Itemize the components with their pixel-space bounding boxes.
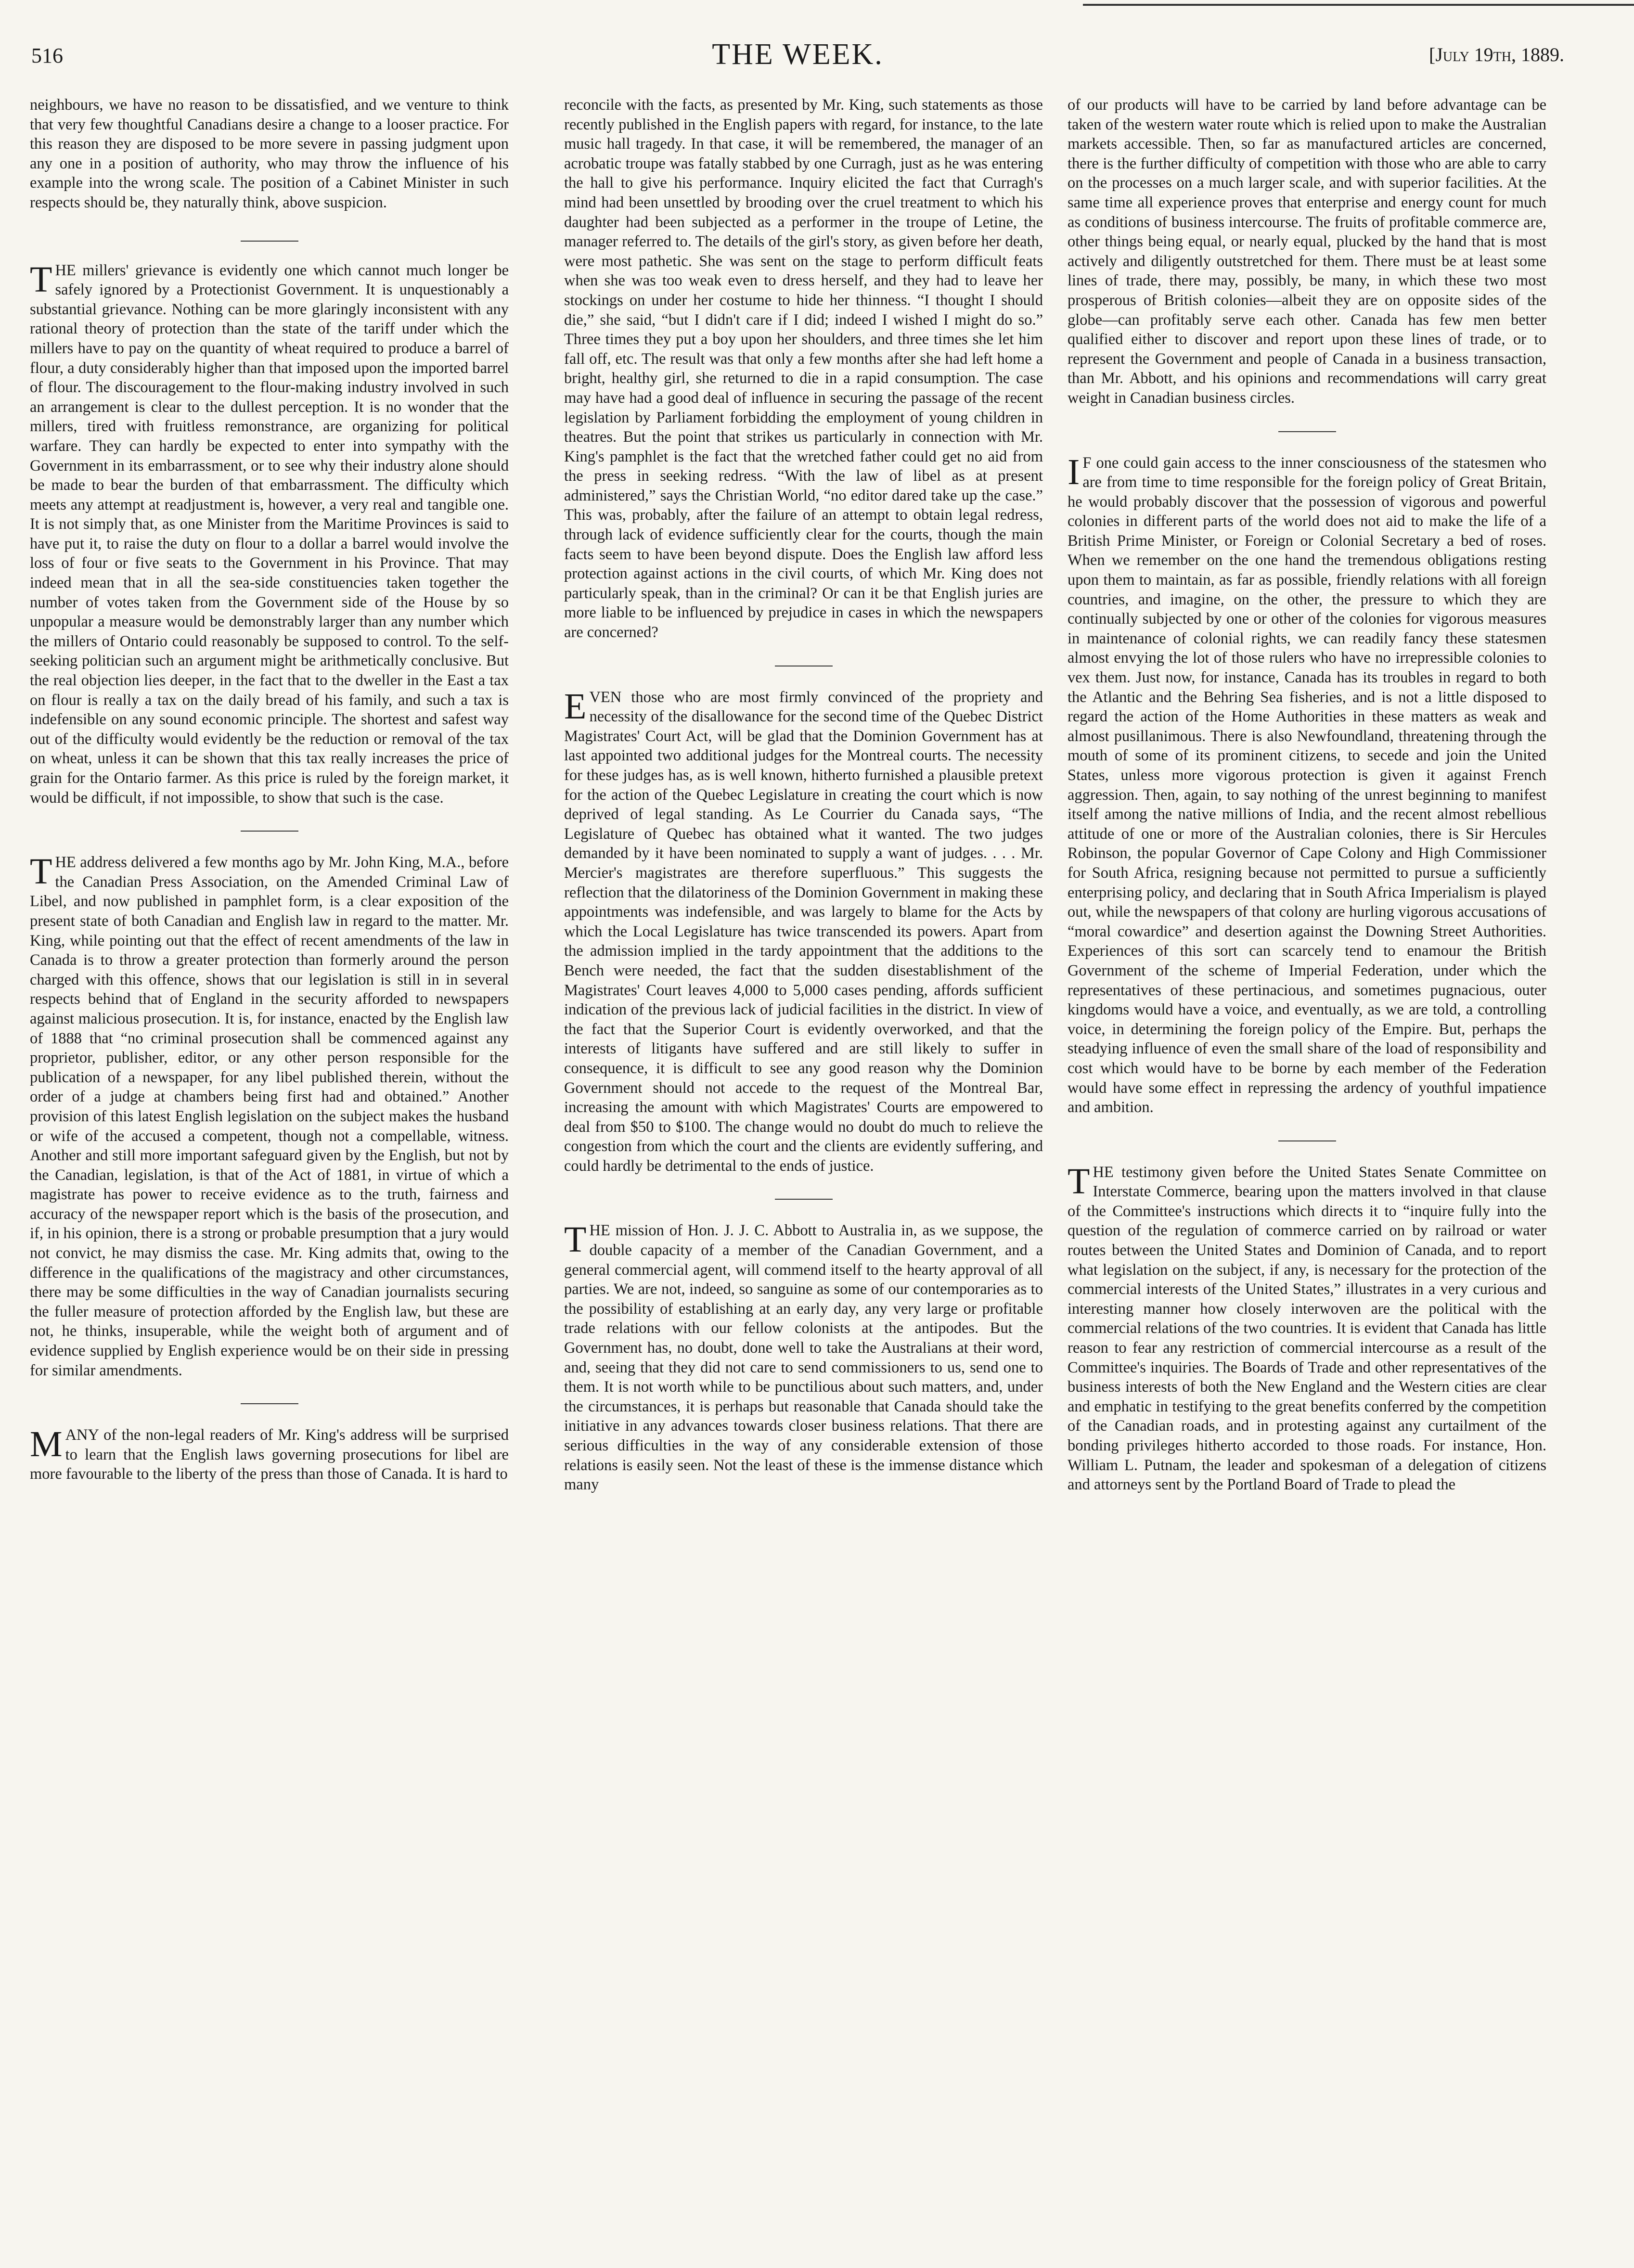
section-divider (1278, 431, 1336, 432)
drop-cap: E (564, 686, 587, 727)
article-text: HE millers' grievance is evidently one which cannot much longer be safely ignored by a Protectionist Government. It is unquestionably a substantial grievance. Nothing can be more glaringly inconsistent with any rational theory of protection than the state of the tariff under which the millers have to pay on the quantity of wheat required to produce a barrel of flour, a duty considerably higher than that imposed upon the imported barrel of flour. The discouragement to the flour-making industry involved in such an arrangement is clear to the dullest perception. It is no wonder that the millers, tired with fruitless remonstrance, are organizing for political warfare. They can hardly be expected to enter into sympathy with the Government in its embarrassment, or to see why their industry alone should be made to bear the burden of that embarrassment. The difficulty which meets any attempt at readjustment is, however, a very real and tangible one. It is not simply that, as one Minister from the Maritime Provinces is said to have put it, to raise the duty on flour to a dollar a barrel would involve the loss of four or five seats to the Government in his Province. That may indeed mean that in all the sea-side constituencies taken together the number of votes taken from the Government side of the House by so unpopular a measure would be demonstrably larger than any number which the millers of Ontario could reasonably be supposed to control. To the self-seeking politician such an argument might be arithmetically conclusive. But the real objection lies deeper, in the fact that to the dweller in the East a tax on flour is really a tax on the daily bread of his family, and such a tax is indefensible on any sound economic principle. The shortest and safest way out of the difficulty would evidently be the reduction or removal of the tax on wheat, unless it can be shown that this tax really increases the price of grain for the Ontario farmer. As this price is ruled by the foreign market, it would be difficult, if not impossible, to show that such is the case. (30, 261, 509, 807)
drop-cap: T (1068, 1161, 1090, 1202)
article-text: HE mission of Hon. J. J. C. Abbott to Australia in, as we suppose, the double capacity of a member of the Canadian Government, and a general commercial agent, will commend itself to the hearty approval of all parties. We are not, indeed, so sanguine as some of our contemporaries as to the possibility of establishing at an early day, any very large or profitable trade relations with our fellow colonists at the antipodes. But the Government has, no doubt, done well to take the Australians at their word, and, seeing that they did not care to send commissioners to us, send one to them. It is not worth while to be punctilious about such matters, and, under the circumstances, it is perhaps but reasonable that Canada should take the initiative in any advances towards closer business relations. That there are serious difficulties in the way of any considerable extension of those relations is easily seen. Not the least of these is the immense distance which many (564, 1222, 1043, 1494)
page-number: 516 (31, 44, 63, 67)
drop-cap: I (1068, 451, 1080, 492)
top-border-line (1083, 4, 1634, 6)
issue-date: [July 19th, 1889. (1429, 44, 1564, 65)
paper-title: THE WEEK. (712, 38, 884, 71)
section-divider (775, 1199, 833, 1200)
drop-cap: T (30, 259, 52, 300)
article-text: F one could gain access to the inner consciousness of the statesmen who are from time to time responsible for the foreign policy of Great Britain, he would probably discover that the possession of vigorous and powerful colonies in different parts of the world does not aid to make the life of a British Prime Minister, or Foreign or Colonial Secretary a bed of roses. When we remember on the one hand the tremendous obligations resting upon them to maintain, as far as possible, friendly relations with all foreign countries, and imagine, on the other, the pressure to which they are continually subjected by one or other of the colonies for vigorous measures in maintenance of colonial rights, we can readily fancy these statesmen almost envying the lot of those rulers who have no irrepressible colonies to vex them. Just now, for instance, Canada has its troubles in regard to both the Atlantic and the Behring Sea fisheries, and is not a little disposed to regard the action of the Home Authorities in these matters as weak and almost pusillanimous. There is also Newfoundland, threatening through the mouth of some of its prominent citizens, to secede and join the United States, unless more vigorous protection is given it against French aggression. Then, again, to say nothing of the unrest beginning to manifest itself among the native millions of India, and the recent almost rebellious attitude of one or more of the Australian colonies, there is Sir Hercules Robinson, the popular Governor of Cape Colony and High Commissioner for South Africa, resigning because not permitted to pursue a sufficiently enterprising policy, and declaring that in South Africa Imperialism is played out, while the newspapers of that colony are hurling vigorous accusations of “moral cowardice” and desertion against the Downing Street Authorities. Experiences of this sort can scarcely tend to enamour the British Government of the scheme of Imperial Federation, under which the representatives of these pertinacious, and sometimes pugnacious, outer kingdoms would have a voice, and eventually, as we are told, a controlling voice, in determining the foreign policy of the Empire. But, perhaps the steadying influence of even the small share of the load of responsibility and cost which would have to be borne by each member of the Federation would have some effect in repressing the ardency of youthful impatience and ambition. (1068, 454, 1546, 1116)
article-text: reconcile with the facts, as presented by Mr. King, such statements as those recently published in the English papers with regard, for instance, to the late music hall tragedy. In that case, it will be remembered, the manager of an acrobatic troupe was fatally stabbed by one Curragh, just as he was entering the hall to give his performance. Inquiry elicited the fact that Curragh's mind had been unsettled by brooding over the cruel treatment to which his daughter had been subjected as a performer in the troupe of Letine, the manager referred to. The details of the girl's story, as given before her death, were most pathetic. She was sent on the stage to perform difficult feats when she was too weak even to dress herself, and they had to leave her stockings on under her costume to hide her thinness. “I thought I should die,” she said, “but I didn't care if I did; indeed I wished I might do so.” Three times they put a boy upon her shoulders, and three times she let him fall off, etc. The result was that only a few months after she had left home a bright, healthy girl, she returned to die in a rapid consumption. The case may have had a good deal of influence in securing the passage of the recent legislation by Parliament forbidding the employment of young children in theatres. But the point that strikes us particularly in connection with Mr. King's pamphlet is the fact that the wretched father could get no aid from the press in seeking redress. “With the law of libel as at present administered,” says the Christian World, “no editor dared take up the case.” This was, probably, after the failure of an attempt to obtain legal redress, through lack of evidence sufficiently clear for the courts, though the main facts seem to have been beyond dispute. Does the English law afford less protection against actions in the civil courts, of which Mr. King does not particularly speak, than in the criminal? Or can it be that English juries are more liable to be influenced by prejudice in cases in which the newspapers are concerned? (564, 96, 1043, 641)
section-divider (1278, 1140, 1336, 1141)
article-text: HE testimony given before the United States Senate Committee on Interstate Commerce, bearing upon the matters involved in that clause of the Committee's instructions which directs it to “inquire fully into the question of the regulation of commerce carried on by railroad or water routes between the United States and Dominion of Canada, and to report what legislation on the subject, if any, is necessary for the protection of the commercial interests of the United States,” illustrates in a very curious and interesting manner how closely interwoven are the political with the commercial relations of the two countries. It is evident that Canada has little reason to fear any restriction of commercial intercourse as a result of the Committee's inquiries. The Boards of Trade and other representatives of the business interests of both the New England and the Western cities are clear and emphatic in testifying to the great benefits conferred by the competition of the Canadian roads, and in protesting against any curtailment of the bonding privileges hitherto accorded to those roads. For instance, Hon. William L. Putnam, the leader and spokesman of a delegation of citizens and attorneys sent by the Portland Board of Trade to plead the (1068, 1163, 1546, 1494)
drop-cap: T (30, 851, 52, 892)
article-text: HE address delivered a few months ago by Mr. John King, M.A., before the Canadian Press Association, on the Amended Criminal Law of Libel, and now published in pamphlet form, is a clear exposition of the present state of both Canadian and English law in regard to the matter. Mr. King, while pointing out that the effect of recent amendments of the law in Canada is to throw a greater protection than formerly around the person charged with this offence, shows that our legislation is still in in several respects behind that of England in the security afforded to newspapers against malicious prosecution. It is, for instance, enacted by the English law of 1888 that “no criminal prosecution shall be commenced against any proprietor, publisher, editor, or any other person responsible for the publication of a newspaper, for any libel published therein, without the order of a judge at chambers being first had and obtained.” Another provision of this latest English legislation on the subject makes the husband or wife of the accused a competent, though not a compellable, witness. Another and still more important safeguard given by the English, but not by the Canadian, legislation, is that of the Act of 1881, in virtue of which a magistrate has power to receive evidence as to the truth, fairness and accuracy of the newspaper report which is the basis of the prosecution, and if, in his opinion, there is a strong or probable presumption that a jury would not convict, he may dismiss the case. Mr. King admits that, owing to the difference in the qualifications of the magistracy and other circumstances, there may be some difficulties in the way of Canadian journalists securing the fuller measure of protection afforded by the English law, but these are not, he thinks, insuperable, while the weight both of argument and of evidence supplied by English experience would be on their side in pressing for similar amendments. (30, 854, 509, 1379)
section-divider (241, 831, 298, 832)
column-1 (30, 95, 509, 1484)
page-header (31, 38, 1564, 76)
article-text: VEN those who are most firmly convinced of the propriety and necessity of the disallowance for the second time of the Quebec District Magistrates' Court Act, will be glad that the Dominion Government has at last appointed two additional judges for the Montreal courts. The necessity for these judges has, as is well known, hitherto furnished a plausible pretext for the action of the Quebec Legislature in creating the court which is now deprived of legal standing. As Le Courrier du Canada says, “The Legislature of Quebec has obtained what it wanted. The two judges demanded by it have been nominated to supply a want of judges. . . . Mr. Mercier's magistrates are therefore superfluous.” This suggests the reflection that the dilatoriness of the Dominion Government in making these appointments was indefensible, and was largely to blame for the Acts by which the Local Legislature has twice transcended its powers. Apart from the admission implied in the tardy appointment that the additions to the Bench were needed, the fact that the sudden disestablishment of the Magistrates' Court leaves 4,000 to 5,000 cases pending, affords sufficient indication of the previous lack of judicial facilities in the district. In view of the fact that the Superior Court is evidently overworked, and that the interests of litigants have suffered and are still likely to suffer in consequence, it is difficult to see any good reason why the Dominion Government should not accede to the request of the Montreal Bar, increasing the amount with which Magistrates' Courts are empowered to deal from $50 to $100. The change would no doubt do much to relieve the congestion from which the court and the clients are evidently suffering, and could hardly be detrimental to the ends of justice. (564, 688, 1043, 1175)
section-divider (241, 241, 298, 242)
drop-cap: M (30, 1424, 63, 1465)
column-3 (1068, 95, 1546, 1495)
article-text: of our products will have to be carried by land before advantage can be taken of the western water route which is relied upon to make the Australian markets accessible. Then, so far as manufactured articles are concerned, there is the further difficulty of competition with those who are able to carry on the processes on a much larger scale, and with superior facilities. At the same time all experience proves that enterprise and energy count for much as conditions of business intercourse. The fruits of profitable commerce are, other things being equal, or nearly equal, plucked by the hand that is most actively and diligently outstretched for them. There must be at least some lines of trade, there may, possibly, be many, in which these two most prosperous of British colonies—albeit they are on opposite sides of the globe—can profitably serve each other. Canada has few men better qualified either to discover and report upon these lines of trade, or to represent the Government and people of Canada in a business transaction, than Mr. Abbott, and his opinions and recommendations will carry great weight in Canadian business circles. (1068, 96, 1546, 407)
article-text: neighbours, we have no reason to be dissatisfied, and we venture to think that very few thoughtful Canadians desire a change to a looser practice. For this reason they are disposed to be more severe in passing judgment upon any one in a position of authority, who may throw the influence of his example into the wrong scale. The position of a Cabinet Minister in such respects should be, they naturally think, above suspicion. (30, 96, 509, 211)
article-text: ANY of the non-legal readers of Mr. King's address will be surprised to learn that the English laws governing prosecutions for libel are more favourable to the liberty of the press than those of Canada. It is hard to (30, 1426, 509, 1483)
section-divider (241, 1403, 298, 1404)
column-2 (564, 95, 1043, 1495)
drop-cap: T (564, 1219, 587, 1260)
